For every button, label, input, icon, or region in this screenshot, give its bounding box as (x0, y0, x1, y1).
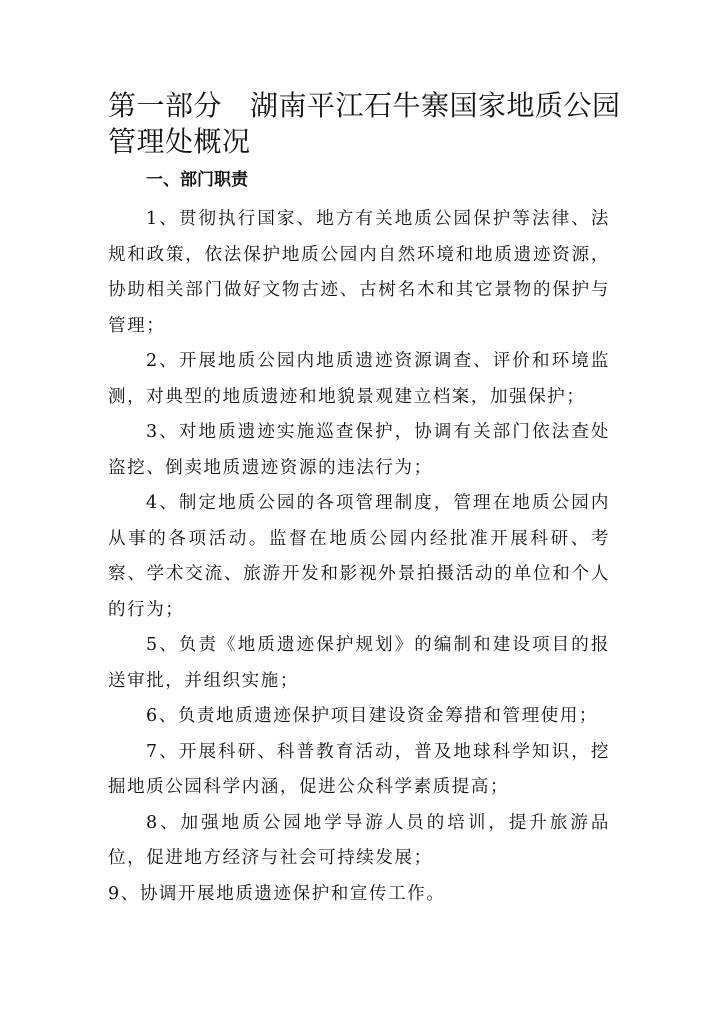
duty-paragraph-4: 4、制定地质公园的各项管理制度，管理在地质公园内从事的各项活动。监督在地质公园内经批准开展科研、考察、学术交流、旅游开发和影视外景拍摄活动的单位和个人的行为； (108, 493, 610, 620)
duty-paragraph-5: 5、负责《地质遗迹保护规划》的编制和建设项目的报送审批，并组织实施； (108, 635, 610, 691)
duty-paragraph-7: 7、开展科研、科普教育活动，普及地球科学知识，挖掘地质公园科学内涵，促进公众科学素质提高； (108, 741, 610, 797)
duty-paragraph-8: 8、加强地质公园地学导游人员的培训，提升旅游品位，促进地方经济与社会可持续发展； (108, 812, 610, 868)
document-body (108, 202, 610, 912)
duty-paragraph-3: 3、对地质遗迹实施巡查保护，协调有关部门依法查处盗挖、倒卖地质遗迹资源的违法行为； (108, 422, 610, 478)
duty-paragraph-1: 1、贯彻执行国家、地方有关地质公园保护等法律、法规和政策，依法保护地质公园内自然环境和地质遗迹资源，协助相关部门做好文物古迹、古树名木和其它景物的保护与管理； (108, 209, 610, 336)
title-name: 湖南平江石牛寨国家地质公园管理处概况 (108, 89, 621, 158)
page-title (108, 88, 628, 160)
duty-paragraph-6: 6、负责地质遗迹保护项目建设资金筹措和管理使用； (146, 706, 599, 726)
duty-paragraph-2: 2、开展地质公园内地质遗迹资源调查、评价和环境监测，对典型的地质遗迹和地貌景观建立档案，加强保护； (108, 351, 610, 407)
title-part: 第一部分 (108, 89, 223, 122)
section-heading: 一、部门职责 (146, 170, 248, 190)
duty-paragraph-9: 9、协调开展地质遗迹保护和宣传工作。 (108, 883, 446, 904)
